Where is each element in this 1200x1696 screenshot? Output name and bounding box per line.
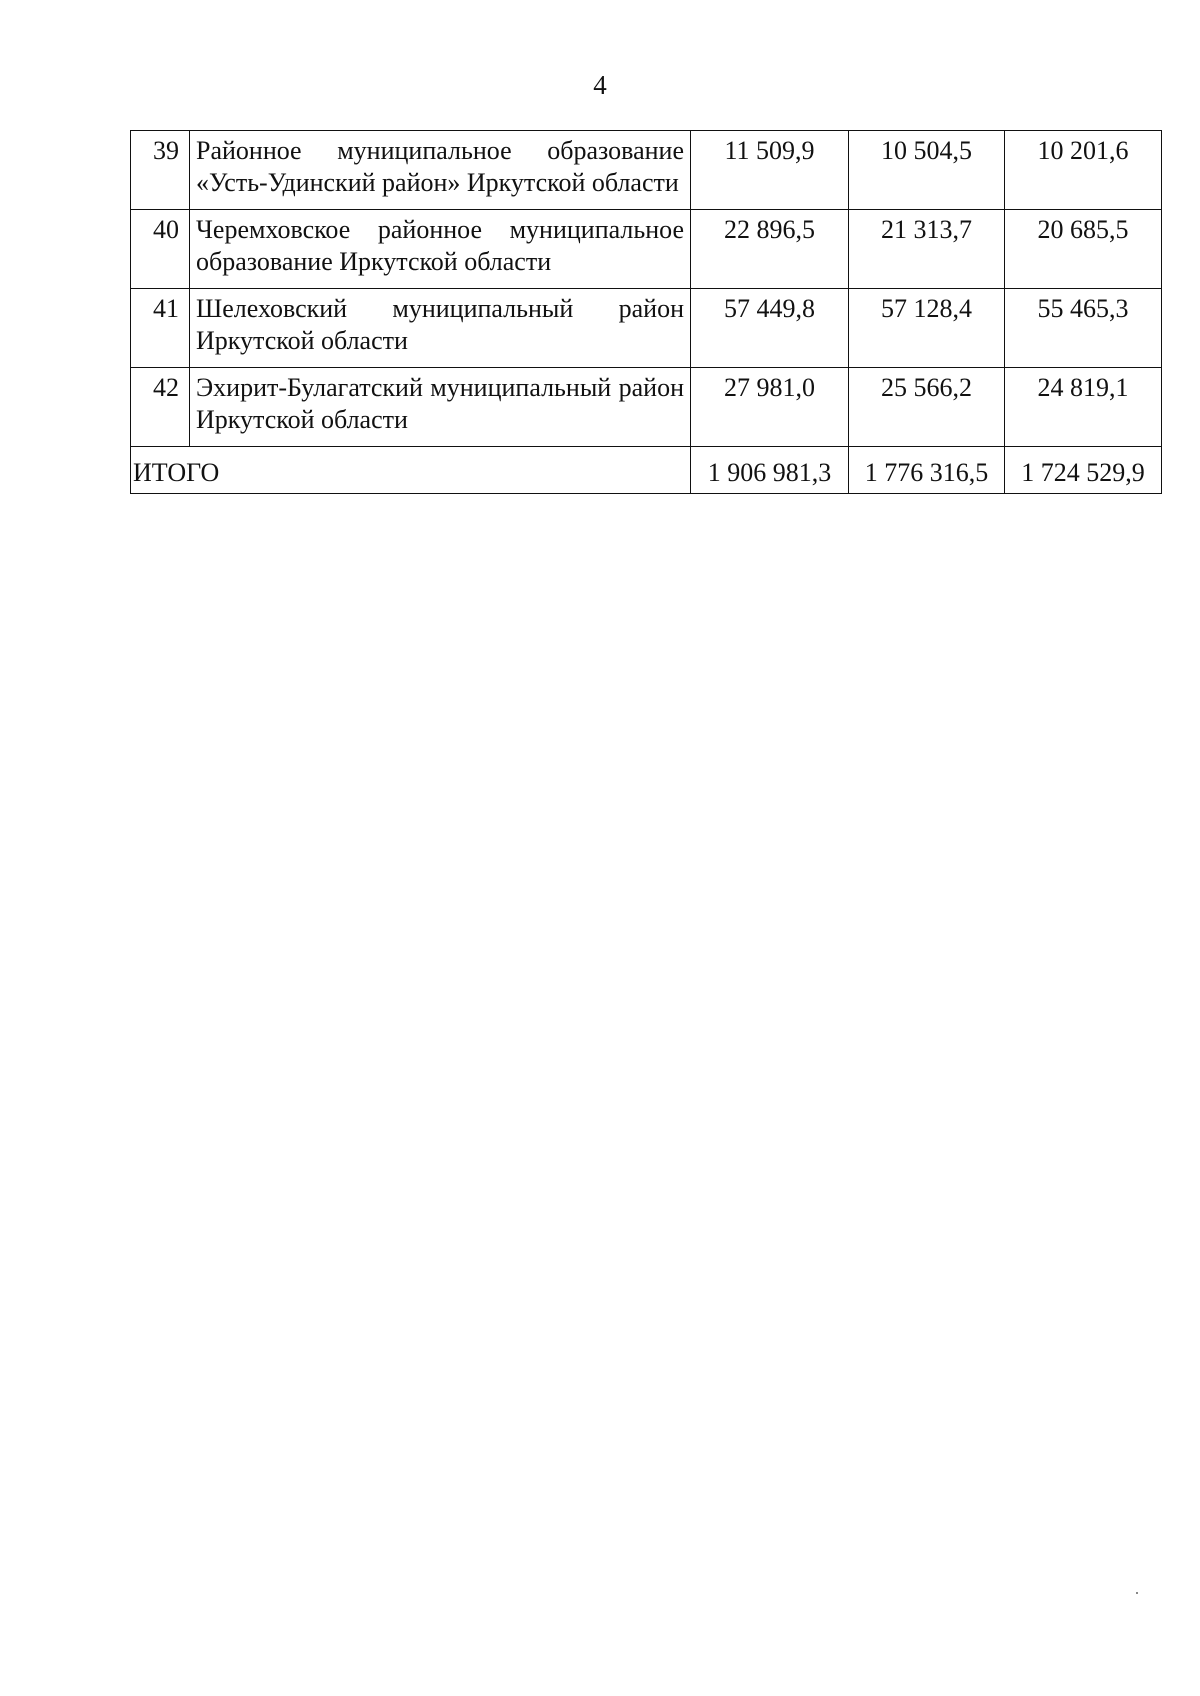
budget-table	[130, 130, 1162, 494]
value-col-2: 21 313,7	[849, 210, 1005, 289]
total-value-col-2: 1 776 316,5	[849, 447, 1005, 494]
table-row	[131, 210, 1162, 289]
municipality-name: Эхирит-Булагатский муниципальный район Иркутской области	[190, 368, 691, 447]
row-number: 42	[131, 368, 190, 447]
municipality-name: Черемховское районное муниципальное образование Иркутской области	[190, 210, 691, 289]
value-col-3: 24 819,1	[1005, 368, 1162, 447]
municipality-name: Районное муниципальное образование «Усть-Удинский район» Иркутской области	[190, 131, 691, 210]
value-col-3: 55 465,3	[1005, 289, 1162, 368]
scan-speck	[1136, 1592, 1138, 1594]
value-col-1: 57 449,8	[691, 289, 849, 368]
row-number: 39	[131, 131, 190, 210]
table-row	[131, 131, 1162, 210]
total-label: ИТОГО	[131, 447, 691, 494]
value-col-2: 25 566,2	[849, 368, 1005, 447]
value-col-1: 22 896,5	[691, 210, 849, 289]
value-col-1: 11 509,9	[691, 131, 849, 210]
row-number: 41	[131, 289, 190, 368]
value-col-3: 10 201,6	[1005, 131, 1162, 210]
municipality-name: Шелеховский муниципальный район Иркутской области	[190, 289, 691, 368]
total-value-col-3: 1 724 529,9	[1005, 447, 1162, 494]
value-col-2: 57 128,4	[849, 289, 1005, 368]
value-col-2: 10 504,5	[849, 131, 1005, 210]
total-value-col-1: 1 906 981,3	[691, 447, 849, 494]
table-row	[131, 289, 1162, 368]
row-number: 40	[131, 210, 190, 289]
table-row	[131, 368, 1162, 447]
page-number: 4	[593, 70, 607, 100]
value-col-3: 20 685,5	[1005, 210, 1162, 289]
total-row	[131, 447, 1162, 494]
value-col-1: 27 981,0	[691, 368, 849, 447]
